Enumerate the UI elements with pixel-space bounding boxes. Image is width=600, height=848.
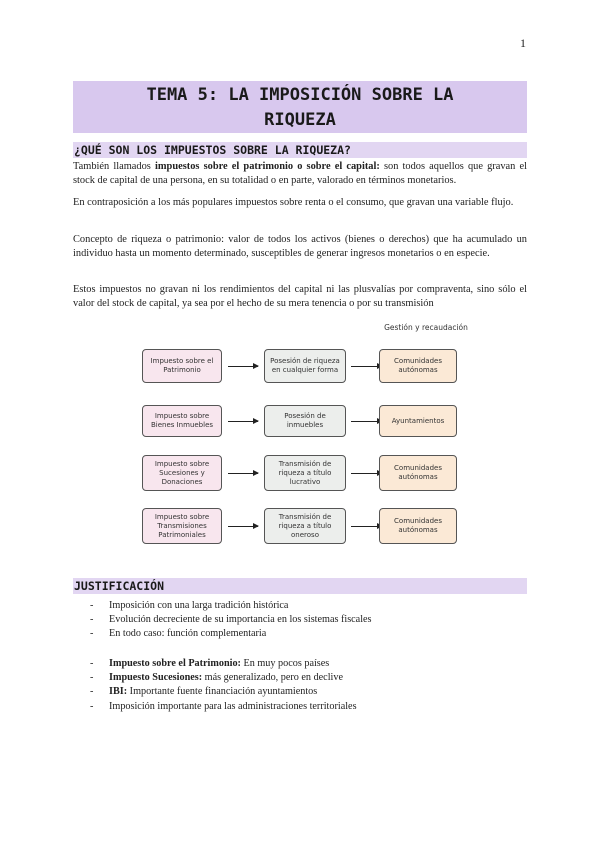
paragraph-wealth-concept: Concepto de riqueza o patrimonio: valor de todos los activos (bienes o derechos) que ha acumulado un individuo hasta un momento determinado, susceptibles de generar ingresos monetarios o en especie. [73, 234, 527, 260]
definition-prefix: También llamados [73, 161, 155, 172]
paragraph-definition [73, 160, 527, 188]
list-item: - Imposición importante para las administraciones territoriales [90, 700, 357, 712]
base-box-patrimonio: Posesión de riqueza en cualquier forma [264, 349, 346, 383]
definition-rest: son todos aquellos que gravan el stock de capital de una persona, en su totalidad o en parte, valorado en términos monetarios. [73, 161, 527, 187]
arrow-icon [351, 366, 382, 367]
title-line-1: TEMA 5: LA IMPOSICIÓN SOBRE LA [146, 85, 454, 105]
list-item: - Impuesto Sucesiones: más generalizado, pero en declive [90, 672, 343, 684]
justification-list [90, 599, 372, 642]
arrow-icon [228, 526, 258, 527]
manager-box-patrimonio: Comunidades autónomas [379, 349, 457, 383]
base-box-transmisiones: Transmisión de riqueza a título oneroso [264, 508, 346, 544]
page-title [73, 81, 527, 133]
base-box-sucesiones: Transmisión de riqueza a título lucrativo [264, 455, 346, 491]
title-line-2: RIQUEZA [264, 110, 336, 130]
list-item: - En todo caso: función complementaria [90, 628, 267, 640]
tax-box-ibi: Impuesto sobre Bienes Inmuebles [142, 405, 222, 437]
arrow-icon [351, 526, 382, 527]
arrow-icon [228, 473, 258, 474]
list-item: - Imposición con una larga tradición histórica [90, 600, 289, 611]
section-heading-what-are: ¿QUÉ SON LOS IMPUESTOS SOBRE LA RIQUEZA? [73, 142, 527, 158]
wealth-taxes-diagram [140, 319, 470, 549]
paragraph-contrast: En contraposición a los más populares impuestos sobre renta o el consumo, que gravan una variable flujo. [73, 197, 514, 208]
manager-box-transmisiones: Comunidades autónomas [379, 508, 457, 544]
tax-box-patrimonio: Impuesto sobre el Patrimonio [142, 349, 222, 383]
list-item: - IBI: Importante fuente financiación ayuntamientos [90, 686, 318, 698]
arrow-icon [228, 421, 258, 422]
page-number: 1 [520, 36, 526, 50]
arrow-icon [228, 366, 258, 367]
diagram-caption: Gestión y recaudación [384, 323, 468, 332]
base-box-ibi: Posesión de inmuebles [264, 405, 346, 437]
list-item: - Impuesto sobre el Patrimonio: En muy pocos países [90, 658, 330, 669]
manager-box-sucesiones: Comunidades autónomas [379, 455, 457, 491]
tax-notes-list [90, 657, 357, 714]
tax-box-transmisiones: Impuesto sobre Transmisiones Patrimoniales [142, 508, 222, 544]
manager-box-ibi: Ayuntamientos [379, 405, 457, 437]
tax-box-sucesiones: Impuesto sobre Sucesiones y Donaciones [142, 455, 222, 491]
section-heading-justification: JUSTIFICACIÓN [73, 578, 527, 594]
arrow-icon [351, 421, 382, 422]
arrow-icon [351, 473, 382, 474]
list-item: - Evolución decreciente de su importancia en los sistemas fiscales [90, 614, 372, 626]
definition-bold-term: impuestos sobre el patrimonio o sobre el capital: [155, 161, 380, 172]
paragraph-scope: Estos impuestos no gravan ni los rendimientos del capital ni las plusvalías por compraventa, sino sólo el valor del stock de capital, ya sea por el hecho de su mera tenencia o por su transmisión [73, 284, 527, 310]
